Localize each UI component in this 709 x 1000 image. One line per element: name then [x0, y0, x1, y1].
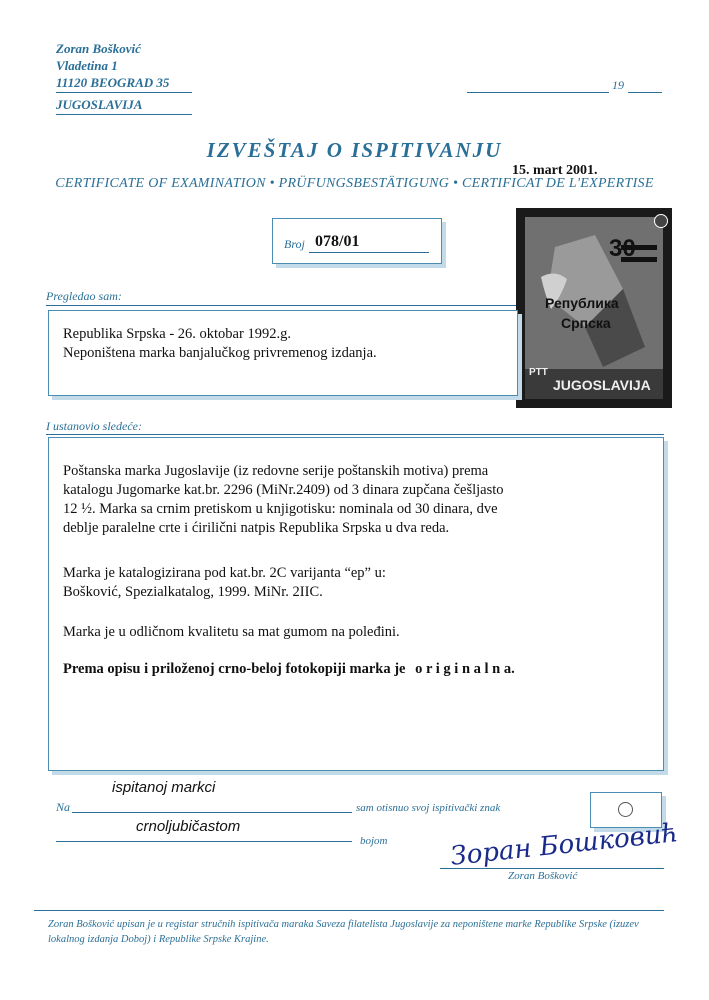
findings-p1-line-3: 12 ½. Marka sa crnim pretiskom u knjigotisku: nominala od 30 dinara, dve — [63, 501, 498, 517]
year-prefix: 19 — [612, 78, 624, 92]
findings-conclusion — [63, 660, 515, 679]
number-box — [272, 218, 442, 264]
year-line — [628, 92, 662, 93]
document-title: IZVEŠTAJ O ISPITIVANJU — [206, 138, 503, 162]
sender-street: Vladetina 1 — [56, 58, 118, 73]
findings-p2-line-1: Marka je katalogizirana pod kat.br. 2C varijanta “ep” u: — [63, 565, 386, 581]
signature: Зоран Бошковић — [449, 818, 680, 872]
findings-p1-line-2: katalogu Jugomarke kat.br. 2296 (MiNr.2409) od 3 dinara zupčana češljasto — [63, 482, 504, 498]
mark-text: sam otisnuo svoj ispitivački znak — [356, 802, 501, 814]
examined-rule — [46, 305, 516, 306]
examiner-mark-icon — [654, 214, 668, 228]
signer-name: Zoran Bošković — [508, 870, 578, 882]
number-underline — [309, 252, 429, 253]
findings-p1-line-1: Poštanska marka Jugoslavije (iz redovne serije poštanskih motiva) prema — [63, 463, 489, 479]
stamp-picture — [525, 217, 663, 399]
findings-p3: Marka je u odličnom kvalitetu sa mat gumom na poleđini. — [63, 624, 400, 640]
stamp-country: JUGOSLAVIJA — [553, 377, 651, 393]
date-line — [467, 92, 609, 93]
conclusion-prefix: Prema opisu i priloženoj crno-beloj fotokopiji marka je — [63, 661, 406, 677]
na-rule — [72, 812, 352, 813]
number-label: Broj — [284, 237, 305, 251]
examined-label: Pregledao sam: — [46, 289, 122, 303]
examiner-seal-icon — [618, 802, 633, 817]
handwritten-crnoljubicastom: crnoljubičastom — [136, 818, 241, 835]
signature-rule — [440, 868, 664, 869]
findings-p1-line-4: deblje paralelne crte i ćirilični natpis Republika Srpska u dva reda. — [63, 520, 450, 536]
handwritten-ispitanoj: ispitanoj markci — [112, 779, 216, 796]
findings-label: I ustanovio sledeće: — [46, 419, 142, 433]
examined-line-1: Republika Srpska - 26. oktobar 1992.g. — [63, 326, 291, 342]
na-label: Na — [56, 800, 71, 814]
document-subtitle: CERTIFICATE OF EXAMINATION • PRÜFUNGSBESTÄTIGUNG • CERTIFICAT DE L'EXPERTISE — [55, 176, 654, 191]
address-rule-2 — [56, 114, 192, 115]
stamp-ptt: PTT — [529, 367, 548, 378]
sender-city: 11120 BEOGRAD 35 — [56, 75, 170, 90]
document-date: 15. mart 2001. — [512, 163, 598, 178]
findings-p2-line-2: Bošković, Spezialkatalog, 1999. MiNr. 2IIC. — [63, 584, 323, 600]
stamp-image — [516, 208, 672, 408]
findings-box — [48, 437, 664, 771]
sender-name: Zoran Bošković — [56, 41, 141, 56]
sender-country: JUGOSLAVIJA — [56, 97, 143, 112]
examined-box — [48, 310, 518, 396]
footer-rule — [34, 910, 664, 911]
stamp-overprint-line1: Република — [545, 295, 619, 311]
bojom-label: bojom — [360, 835, 388, 847]
address-rule-1 — [56, 92, 192, 93]
color-rule — [56, 841, 352, 842]
findings-rule — [46, 434, 664, 435]
certificate-number: 078/01 — [315, 233, 360, 250]
stamp-overprint-line2: Српска — [561, 315, 611, 331]
examined-line-2: Neponištena marka banjalučkog privremenog izdanja. — [63, 345, 377, 361]
footer-note: Zoran Bošković upisan je u registar stručnih ispitivača maraka Saveza filatelista Jugoslavije za neponištene marke Republike Srpske (izuzev lokalnog izdanja Doboj) i Republike Srpske Krajine. — [48, 919, 639, 945]
conclusion-word: o r i g i n a l n a. — [415, 661, 515, 677]
stamp-value: 30 — [609, 235, 636, 262]
